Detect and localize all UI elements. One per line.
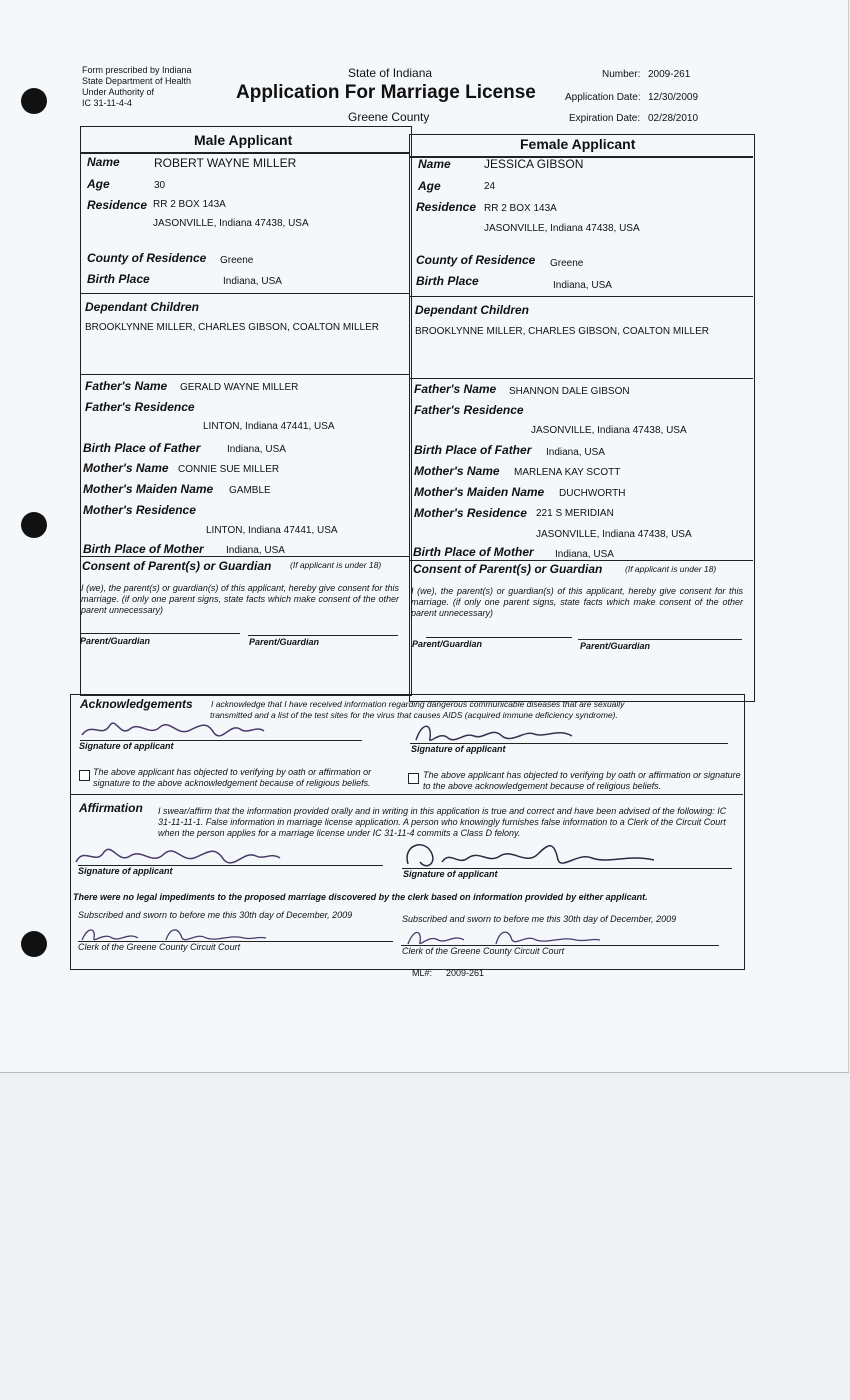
female-parent-guardian-1: Parent/Guardian [412,639,483,649]
male-father-residence-value: LINTON, Indiana 47441, USA [203,421,335,432]
county-name: Greene County [348,110,430,124]
female-father-birth-label: Birth Place of Father [414,443,532,457]
male-ack-signature-label: Signature of applicant [79,741,174,751]
male-children-value: BROOKLYNNE MILLER, CHARLES GIBSON, COALTON MILLER [85,322,379,333]
female-children-value: BROOKLYNNE MILLER, CHARLES GIBSON, COALTON MILLER [415,326,709,337]
impediments-statement: There were no legal impediments to the proposed marriage discovered by the clerk based on information provided by either applicant. [73,892,648,902]
female-ack-signature-label: Signature of applicant [411,744,506,754]
female-name-value: JESSICA GIBSON [484,157,584,171]
male-residence-label: Residence [87,198,148,212]
prescribed-line-2: State Department of Health [82,76,192,86]
punch-hole-bottom [21,931,47,957]
male-father-residence-label: Father's Residence [85,400,195,414]
female-mother-maiden-label: Mother's Maiden Name [414,485,545,499]
female-clerk-label: Clerk of the Greene County Circuit Court [402,946,565,956]
female-residence-label: Residence [416,200,477,214]
female-mother-birth-value: Indiana, USA [555,549,614,560]
male-applicant-header: Male Applicant [194,132,293,148]
female-under18-note: (If applicant is under 18) [625,564,717,574]
prescribed-line-4: IC 31-11-4-4 [82,98,132,108]
male-name-label: Name [87,155,120,169]
form-title: Application For Marriage License [236,82,536,103]
acknowledgement-text-1: I acknowledge that I have received information regarding dangerous communicable diseases that are sexually [211,699,625,709]
male-mother-birth-label: Birth Place of Mother [83,542,204,556]
female-mother-maiden-value: DUCHWORTH [559,488,626,499]
male-objected-text: The above applicant has objected to verifying by oath or affirmation or signature to the above acknowledgement because of religious beliefs. [93,767,372,788]
female-parent-guardian-2: Parent/Guardian [580,641,651,651]
female-mother-residence-line-1: 221 S MERIDIAN [536,508,614,519]
male-residence-line-2: JASONVILLE, Indiana 47438, USA [153,218,309,229]
male-affirmation-signature-label: Signature of applicant [78,866,173,876]
male-father-name-value: GERALD WAYNE MILLER [180,382,299,393]
male-mother-maiden-label: Mother's Maiden Name [83,482,214,496]
male-county-value: Greene [220,255,254,266]
male-name-value: ROBERT WAYNE MILLER [154,156,297,170]
female-objected-checkbox[interactable] [408,773,419,784]
expiration-date-label: Expiration Date: [569,113,641,124]
male-mother-name-value: CONNIE SUE MILLER [178,464,280,475]
male-mother-residence-value: LINTON, Indiana 47441, USA [206,525,338,536]
male-objected-checkbox[interactable] [79,770,90,781]
affirmation-text: I swear/affirm that the information provided orally and in writing in this application is true and correct and have been advised of the following: IC 31-11-11-1. False information in marriage license application. A person who knowingly furnishes false information to a Clerk of the Circuit Court when the person applies for a marriage license under IC 31-11-4 commits a Class D felony. [158,806,727,838]
female-mother-name-value: MARLENA KAY SCOTT [514,467,621,478]
female-father-residence-value: JASONVILLE, Indiana 47438, USA [531,425,687,436]
male-mother-name-label: Mother's Name [83,461,169,475]
punch-hole-top [21,88,47,114]
male-consent-label: Consent of Parent(s) or Guardian [82,559,272,573]
male-mother-maiden-value: GAMBLE [229,485,271,496]
male-father-birth-value: Indiana, USA [227,444,286,455]
female-mother-name-label: Mother's Name [414,464,500,478]
male-parent-guardian-1: Parent/Guardian [80,636,151,646]
male-birth-place-label: Birth Place [87,272,150,286]
state-name: State of Indiana [348,66,433,80]
number-label: Number: [602,69,641,80]
female-consent-text: I (we), the parent(s) or guardian(s) of this applicant, hereby give consent for this marriage. (if only one parent signs, state facts which make consent of the other parent unnecessary) [411,586,743,618]
female-father-residence-label: Father's Residence [414,403,524,417]
female-birth-place-label: Birth Place [416,274,479,288]
ml-number-value: 2009-261 [446,968,485,978]
female-residence-line-2: JASONVILLE, Indiana 47438, USA [484,223,640,234]
female-mother-residence-label: Mother's Residence [414,506,527,520]
female-father-name-label: Father's Name [414,382,497,396]
female-objected-text: The above applicant has objected to verifying by oath or affirmation or signature to the above acknowledgement because of religious beliefs. [423,770,741,791]
female-name-label: Name [418,157,451,171]
acknowledgement-text-2: transmitted and a list of the test sites for the virus that causes AIDS (acquired immune deficiency syndrome). [210,710,618,720]
female-consent-label: Consent of Parent(s) or Guardian [413,562,603,576]
female-affirmation-signature-label: Signature of applicant [403,869,498,879]
male-age-value: 30 [154,180,166,191]
male-children-label: Dependant Children [85,300,200,314]
male-parent-guardian-2: Parent/Guardian [249,637,320,647]
female-applicant-header: Female Applicant [520,136,636,152]
male-clerk-label: Clerk of the Greene County Circuit Court [78,942,241,952]
female-birth-place-value: Indiana, USA [553,280,612,291]
female-mother-birth-label: Birth Place of Mother [413,545,534,559]
female-age-label: Age [418,179,441,193]
application-date-value: 12/30/2009 [648,92,699,103]
female-residence-line-1: RR 2 BOX 143A [484,203,557,214]
expiration-date-value: 02/28/2010 [648,113,699,124]
female-children-label: Dependant Children [415,303,530,317]
female-county-label: County of Residence [416,253,536,267]
punch-hole-middle [21,512,47,538]
male-birth-place-value: Indiana, USA [223,276,282,287]
male-mother-birth-value: Indiana, USA [226,545,285,556]
female-age-value: 24 [484,181,496,192]
affirmation-label: Affirmation [79,801,143,815]
female-father-name-value: SHANNON DALE GIBSON [509,386,630,397]
prescribed-line-3: Under Authority of [82,87,155,97]
male-age-label: Age [87,177,110,191]
female-sworn-statement: Subscribed and sworn to before me this 30th day of December, 2009 [402,914,677,924]
male-residence-line-1: RR 2 BOX 143A [153,199,226,210]
female-mother-residence-line-2: JASONVILLE, Indiana 47438, USA [536,529,692,540]
male-consent-text: I (we), the parent(s) or guardian(s) of this applicant, hereby give consent for this marriage. (if only one parent signs, state facts which make consent of the other parent unnecessary) [81,583,399,615]
male-father-name-label: Father's Name [85,379,168,393]
male-county-label: County of Residence [87,251,207,265]
ml-number-label: ML#: [412,968,433,978]
male-under18-note: (If applicant is under 18) [290,560,382,570]
female-father-birth-value: Indiana, USA [546,447,605,458]
male-father-birth-label: Birth Place of Father [83,441,201,455]
acknowledgements-label: Acknowledgements [80,697,193,711]
prescribed-line-1: Form prescribed by Indiana [82,65,192,75]
number-value: 2009-261 [648,69,691,80]
male-mother-residence-label: Mother's Residence [83,503,196,517]
male-sworn-statement: Subscribed and sworn to before me this 30th day of December, 2009 [78,910,353,920]
application-date-label: Application Date: [565,92,641,103]
female-county-value: Greene [550,258,584,269]
